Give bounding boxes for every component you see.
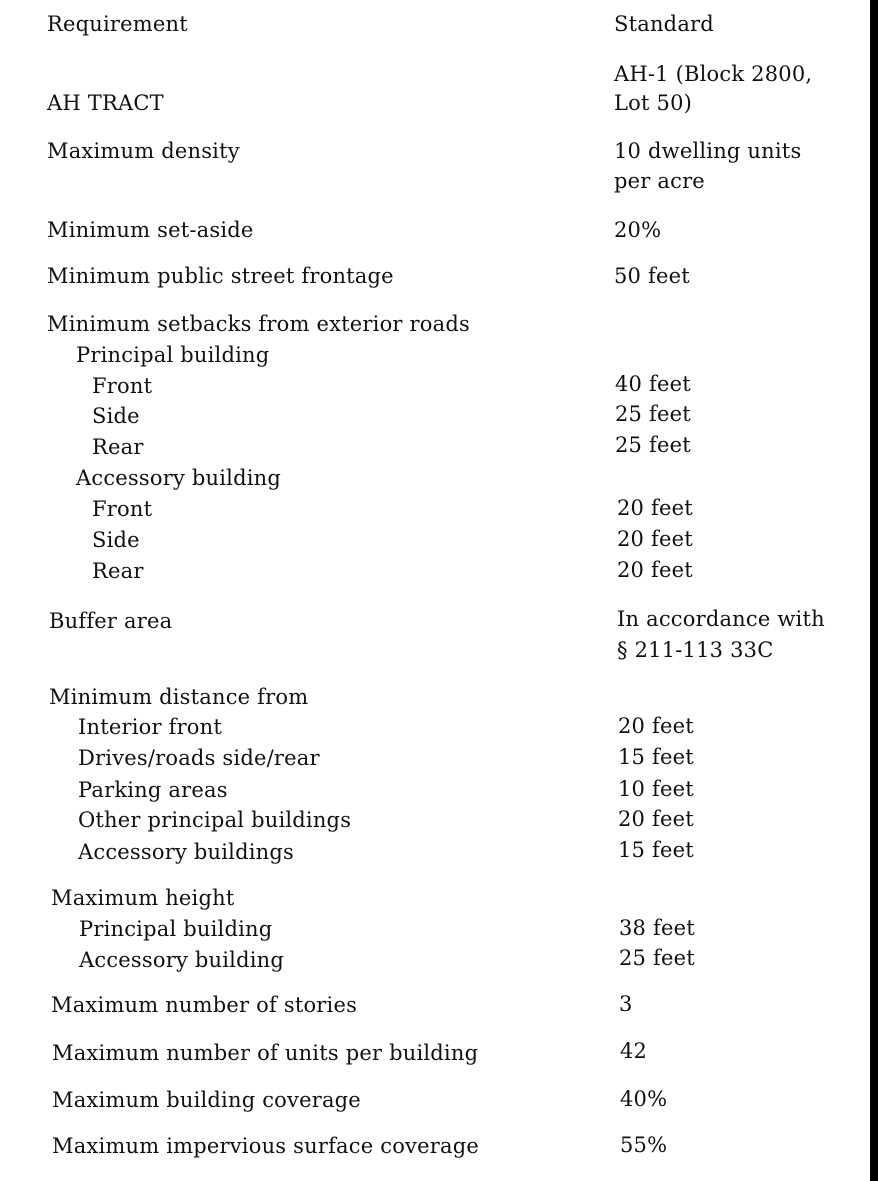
tract-standard-line2: Lot 50) [614,91,693,115]
setbacks-accessory-side-value: 20 feet [617,527,693,551]
tract-standard-line1: AH-1 (Block 2800, [614,62,813,86]
buffer-value-line2: § 211-113 33C [617,638,774,662]
header-standard: Standard [614,12,714,36]
units-value: 42 [620,1039,648,1063]
building-coverage-label: Maximum building coverage [52,1088,361,1112]
density-value-line2: per acre [614,169,705,193]
tract-label: AH TRACT [47,91,164,115]
setbacks-principal-rear-label: Rear [92,435,144,459]
header-requirement: Requirement [47,12,188,36]
density-value-line1: 10 dwelling units [614,139,802,163]
setbacks-accessory-side-label: Side [92,528,140,552]
setbacks-accessory-label: Accessory building [76,466,282,490]
density-label: Maximum density [47,139,240,163]
distance-interior-front-label: Interior front [78,715,223,739]
setbacks-label: Minimum setbacks from exterior roads [47,312,470,336]
distance-drives-label: Drives/roads side/rear [78,746,320,770]
distance-label: Minimum distance from [49,685,309,709]
distance-interior-front-value: 20 feet [618,714,694,738]
buffer-label: Buffer area [49,609,173,633]
height-principal-label: Principal building [79,917,273,941]
stories-label: Maximum number of stories [51,993,358,1017]
height-label: Maximum height [51,886,235,910]
setbacks-principal-side-label: Side [92,404,140,428]
setbacks-principal-rear-value: 25 feet [615,433,691,457]
setbacks-principal-front-label: Front [92,374,153,398]
frontage-value: 50 feet [614,264,690,288]
scan-edge-bar [870,0,878,1181]
setbacks-accessory-rear-value: 20 feet [617,558,693,582]
setbacks-accessory-front-value: 20 feet [617,496,693,520]
height-accessory-label: Accessory building [79,948,285,972]
set-aside-label: Minimum set-aside [47,218,254,242]
buffer-value-line1: In accordance with [617,607,825,631]
height-principal-value: 38 feet [619,916,695,940]
impervious-label: Maximum impervious surface coverage [52,1134,479,1158]
impervious-value: 55% [620,1133,668,1157]
distance-other-principal-label: Other principal buildings [78,808,352,832]
setbacks-principal-front-value: 40 feet [615,372,691,396]
setbacks-principal-label: Principal building [76,343,270,367]
distance-parking-label: Parking areas [78,778,228,802]
setbacks-accessory-rear-label: Rear [92,559,144,583]
building-coverage-value: 40% [620,1087,668,1111]
frontage-label: Minimum public street frontage [47,264,394,288]
setbacks-principal-side-value: 25 feet [615,402,691,426]
set-aside-value: 20% [614,218,662,242]
distance-drives-value: 15 feet [618,745,694,769]
distance-other-principal-value: 20 feet [618,807,694,831]
units-label: Maximum number of units per building [52,1041,479,1065]
stories-value: 3 [619,992,633,1016]
height-accessory-value: 25 feet [619,946,695,970]
distance-accessory-value: 15 feet [618,838,694,862]
setbacks-accessory-front-label: Front [92,497,153,521]
distance-parking-value: 10 feet [618,777,694,801]
distance-accessory-label: Accessory buildings [78,840,294,864]
